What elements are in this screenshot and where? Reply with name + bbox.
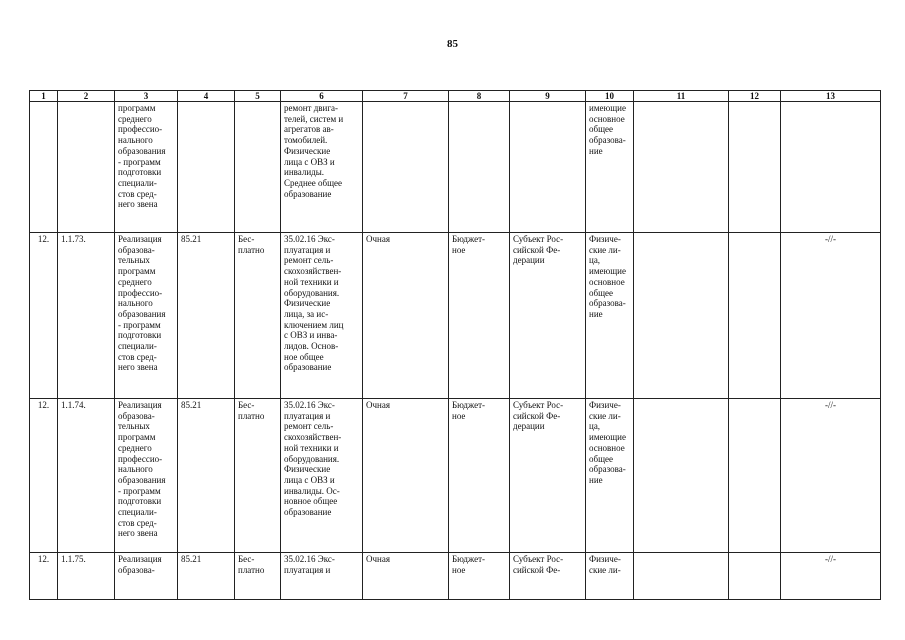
column-header: 1	[30, 91, 58, 102]
cell-payment: Бес- платно	[235, 553, 281, 600]
cell-payment: Бес- платно	[235, 399, 281, 553]
cell-number	[30, 102, 58, 233]
cell-okved: 85.21	[178, 399, 235, 553]
cell-code	[58, 102, 115, 233]
cell-service-name: Реализация образова- тельных программ среднего профессио- нального образования - программ подготовки специали- стов сред- него звена	[115, 399, 178, 553]
cell-consumers: имеющие основное общее образова- ние	[586, 102, 634, 233]
cell-founder: Субъект Рос- сийской Фе- дерации	[510, 233, 586, 399]
cell-consumers: Физиче- ские ли- ца, имеющие основное общее образова- ние	[586, 399, 634, 553]
cell-number: 12.	[30, 233, 58, 399]
cell-form: Очная	[363, 553, 449, 600]
cell-col11	[634, 553, 729, 600]
table-row	[30, 399, 881, 553]
column-header: 7	[363, 91, 449, 102]
cell-code: 1.1.74.	[58, 399, 115, 553]
column-header: 13	[781, 91, 881, 102]
cell-content: 35.02.16 Экс- плуатация и	[281, 553, 363, 600]
cell-founder: Субъект Рос- сийской Фе- дерации	[510, 399, 586, 553]
column-header: 6	[281, 91, 363, 102]
cell-col11	[634, 102, 729, 233]
cell-okved	[178, 102, 235, 233]
cell-service-name: Реализация образова- тельных программ среднего профессио- нального образования - программ подготовки специали- стов сред- него звена	[115, 233, 178, 399]
column-header: 3	[115, 91, 178, 102]
cell-content: 35.02.16 Экс- плуатация и ремонт сель- скохозяйствен- ной техники и оборудования. Физические лица с ОВЗ и инвалиды. Ос- новное общее образование	[281, 399, 363, 553]
cell-col11	[634, 233, 729, 399]
cell-type: Бюджет- ное	[449, 553, 510, 600]
cell-type	[449, 102, 510, 233]
cell-col13: -//-	[781, 233, 881, 399]
column-header: 2	[58, 91, 115, 102]
cell-okved: 85.21	[178, 553, 235, 600]
cell-col12	[729, 233, 781, 399]
cell-okved: 85.21	[178, 233, 235, 399]
cell-content: ремонт двига- телей, систем и агрегатов ав- томобилей. Физические лица с ОВЗ и инвалиды. Среднее общее образование	[281, 102, 363, 233]
column-header: 12	[729, 91, 781, 102]
cell-number: 12.	[30, 399, 58, 553]
cell-payment	[235, 102, 281, 233]
cell-type: Бюджет- ное	[449, 233, 510, 399]
table-row	[30, 102, 881, 233]
column-header: 5	[235, 91, 281, 102]
header-row	[30, 91, 881, 102]
cell-col11	[634, 399, 729, 553]
table-row	[30, 553, 881, 600]
cell-founder	[510, 102, 586, 233]
column-header: 9	[510, 91, 586, 102]
cell-col12	[729, 553, 781, 600]
cell-founder: Субъект Рос- сийской Фе-	[510, 553, 586, 600]
cell-service-name: программ среднего профессио- нального образования - программ подготовки специали- стов сред- него звена	[115, 102, 178, 233]
cell-form: Очная	[363, 399, 449, 553]
cell-consumers: Физиче- ские ли-	[586, 553, 634, 600]
column-header: 11	[634, 91, 729, 102]
column-header: 10	[586, 91, 634, 102]
cell-form: Очная	[363, 233, 449, 399]
cell-code: 1.1.75.	[58, 553, 115, 600]
cell-content: 35.02.16 Экс- плуатация и ремонт сель- скохозяйствен- ной техники и оборудования. Физические лица, за ис- ключением лиц с ОВЗ и инва- лидов. Основ- ное общее образование	[281, 233, 363, 399]
cell-consumers: Физиче- ские ли- ца, имеющие основное общее образова- ние	[586, 233, 634, 399]
cell-col12	[729, 399, 781, 553]
cell-number: 12.	[30, 553, 58, 600]
cell-col12	[729, 102, 781, 233]
page-number: 85	[447, 38, 458, 50]
cell-col13	[781, 102, 881, 233]
cell-service-name: Реализация образова-	[115, 553, 178, 600]
cell-payment: Бес- платно	[235, 233, 281, 399]
services-table	[29, 90, 881, 600]
table-row	[30, 233, 881, 399]
cell-col13: -//-	[781, 399, 881, 553]
cell-col13: -//-	[781, 553, 881, 600]
column-header: 4	[178, 91, 235, 102]
column-header: 8	[449, 91, 510, 102]
cell-type: Бюджет- ное	[449, 399, 510, 553]
cell-code: 1.1.73.	[58, 233, 115, 399]
cell-form	[363, 102, 449, 233]
